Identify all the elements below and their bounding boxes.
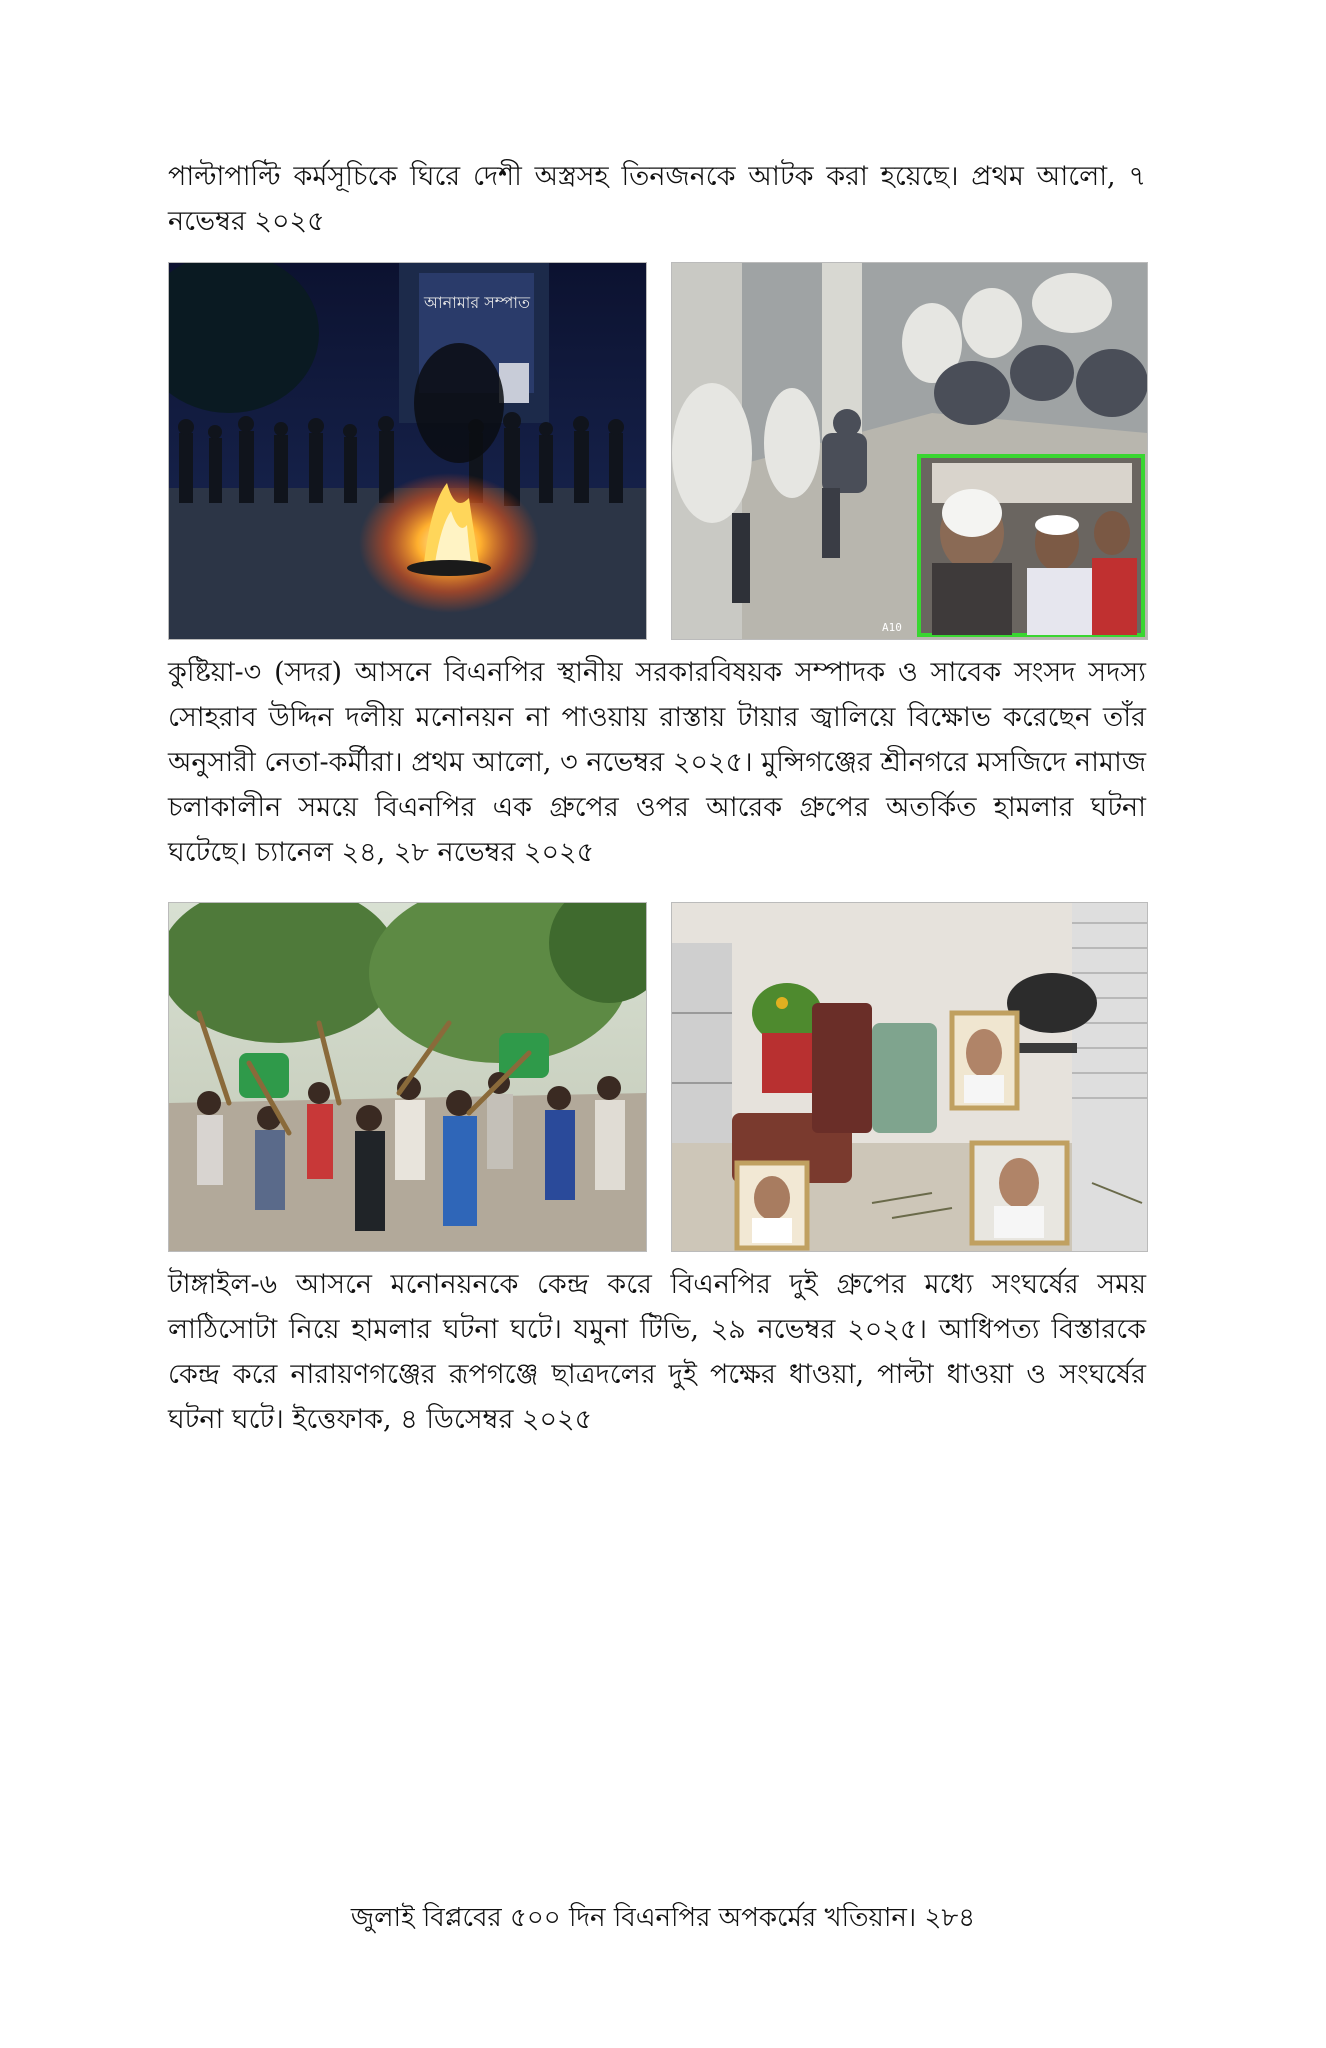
mosque-cctv-photo <box>671 262 1148 640</box>
caption-paragraph-1: পাল্টাপাল্টি কর্মসূচিকে ঘিরে দেশী অস্ত্রসহ তিনজনকে আটক করা হয়েছে। প্রথম আলো, ৭ নভেম্বর ২০২৫ <box>168 161 1146 237</box>
caption-paragraph-2: কুষ্টিয়া-৩ (সদর) আসনে বিএনপির স্থানীয় সরকারবিষয়ক সম্পাদক ও সাবেক সংসদ সদস্য সোহরাব উদ্দিন দলীয় মনোনয়ন না পাওয়ায় রাস্তায় টায়ার জ্বালিয়ে বিক্ষোভ করেছেন তাঁর অনুসারী নেতা-কর্মীরা। প্রথম আলো, ৩ নভেম্বর ২০২৫। মুন্সিগঞ্জের শ্রীনগরে মসজিদে নামাজ চলাকালীন সময়ে বিএনপির এক গ্রুপের ওপর আরেক গ্রুপের অতর্কিত হামলার ঘটনা ঘটেছে। চ্যানেল ২৪, ২৮ নভেম্বর ২০২৫ <box>168 657 1146 868</box>
billboard-text: আনামার সম্পাত <box>423 293 531 312</box>
cctv-timestamp: A10 <box>882 621 902 634</box>
vandalized-office-photo <box>671 902 1148 1252</box>
street-clash-photo <box>168 902 647 1252</box>
caption-paragraph-3: টাঙ্গাইল-৬ আসনে মনোনয়নকে কেন্দ্র করে বিএনপির দুই গ্রুপের মধ্যে সংঘর্ষের সময় লাঠিসোটা নিয়ে হামলার ঘটনা ঘটে। যমুনা টিভি, ২৯ নভেম্বর ২০২৫। আধিপত্য বিস্তারকে কেন্দ্র করে নারায়ণগঞ্জের রূপগঞ্জে ছাত্রদলের দুই পক্ষের ধাওয়া, পাল্টা ধাওয়া ও সংঘর্ষের ঘটনা ঘটে। ইত্তেফাক, ৪ ডিসেম্বর ২০২৫ <box>168 1269 1146 1435</box>
page-footer: জুলাই বিপ্লবের ৫০০ দিন বিএনপির অপকর্মের খতিয়ান। ২৮৪ <box>350 1903 976 1933</box>
protest-fire-photo <box>168 262 647 640</box>
